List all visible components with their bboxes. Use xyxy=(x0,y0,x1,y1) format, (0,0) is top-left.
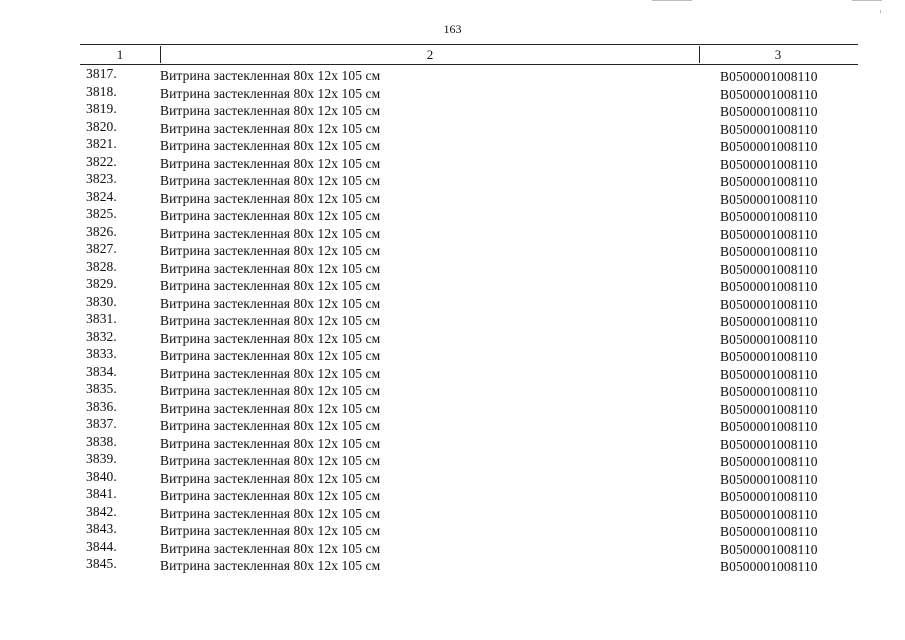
item-name: Витрина застекленная 80х 12х 105 см xyxy=(160,435,381,451)
row-number: 3824. xyxy=(86,188,117,204)
row-number: 3840. xyxy=(86,468,117,484)
scan-mark-top-right xyxy=(652,0,692,1)
row-number: 3819. xyxy=(86,101,117,116)
item-name: Витрина застекленная 80х 12х 105 см xyxy=(160,243,381,258)
item-name: Витрина застекленная 80х 12х 105 см xyxy=(160,155,381,171)
row-number: 3822. xyxy=(86,153,117,169)
item-name: Витрина застекленная 80х 12х 105 см xyxy=(160,225,381,241)
inventory-code: B0500001008110 xyxy=(720,261,818,277)
inventory-table xyxy=(80,44,858,573)
inventory-code: B0500001008110 xyxy=(720,331,818,347)
table-row xyxy=(80,398,858,416)
table-row xyxy=(80,275,858,293)
table-row xyxy=(80,65,858,83)
item-name: Витрина застекленная 80х 12х 105 см xyxy=(160,523,381,538)
table-row xyxy=(80,450,858,468)
item-name: Витрина застекленная 80х 12х 105 см xyxy=(160,313,381,328)
item-name: Витрина застекленная 80х 12х 105 см xyxy=(160,260,381,276)
inventory-code: B0500001008110 xyxy=(720,454,818,469)
inventory-code: B0500001008110 xyxy=(720,139,818,154)
item-name: Витрина застекленная 80х 12х 105 см xyxy=(160,173,381,188)
inventory-code: B0500001008110 xyxy=(720,559,818,574)
page-number: 163 xyxy=(443,22,462,36)
table-header xyxy=(80,44,858,65)
row-number: 3823. xyxy=(86,171,117,186)
table-row xyxy=(80,83,858,101)
inventory-code: B0500001008110 xyxy=(720,244,818,259)
table-row xyxy=(80,258,858,276)
item-name: Витрина застекленная 80х 12х 105 см xyxy=(160,365,381,381)
table-row xyxy=(80,328,858,346)
inventory-code: B0500001008110 xyxy=(720,174,818,189)
row-number: 3833. xyxy=(86,346,117,361)
table-row xyxy=(80,468,858,486)
row-number: 3820. xyxy=(86,118,117,134)
inventory-code: B0500001008110 xyxy=(720,419,818,434)
row-number: 3839. xyxy=(86,451,117,466)
inventory-code: B0500001008110 xyxy=(720,296,818,312)
item-name: Витрина застекленная 80х 12х 105 см xyxy=(160,348,381,363)
row-number: 3830. xyxy=(86,293,117,309)
item-name: Витрина застекленная 80х 12х 105 см xyxy=(160,383,381,398)
item-name: Витрина застекленная 80х 12х 105 см xyxy=(160,85,381,101)
row-number: 3831. xyxy=(86,311,117,326)
row-number: 3838. xyxy=(86,433,117,449)
row-number: 3841. xyxy=(86,486,117,501)
table-row xyxy=(80,433,858,451)
row-number: 3845. xyxy=(86,556,117,571)
table-row xyxy=(80,538,858,556)
item-name: Витрина застекленная 80х 12х 105 см xyxy=(160,505,381,521)
row-number: 3825. xyxy=(86,206,117,221)
table-row xyxy=(80,240,858,258)
item-name: Витрина застекленная 80х 12х 105 см xyxy=(160,418,381,433)
inventory-code: B0500001008110 xyxy=(720,69,818,84)
inventory-code: B0500001008110 xyxy=(720,349,818,364)
row-number: 3826. xyxy=(86,223,117,239)
item-name: Витрина застекленная 80х 12х 105 см xyxy=(160,558,381,573)
table-body xyxy=(80,65,858,573)
inventory-code: B0500001008110 xyxy=(720,156,818,172)
table-row xyxy=(80,153,858,171)
row-number: 3834. xyxy=(86,363,117,379)
header-col-2: 2 xyxy=(160,46,700,63)
row-number: 3829. xyxy=(86,276,117,291)
row-number: 3843. xyxy=(86,521,117,536)
inventory-code: B0500001008110 xyxy=(720,86,818,102)
item-name: Витрина застекленная 80х 12х 105 см xyxy=(160,208,381,223)
table-row xyxy=(80,363,858,381)
row-number: 3828. xyxy=(86,258,117,274)
item-name: Витрина застекленная 80х 12х 105 см xyxy=(160,540,381,556)
row-number: 3817. xyxy=(86,66,117,81)
header-col-3: 3 xyxy=(774,47,782,62)
inventory-code: B0500001008110 xyxy=(720,209,818,224)
row-number: 3837. xyxy=(86,416,117,431)
item-name: Витрина застекленная 80х 12х 105 см xyxy=(160,330,381,346)
item-name: Витрина застекленная 80х 12х 105 см xyxy=(160,68,381,83)
item-name: Витрина застекленная 80х 12х 105 см xyxy=(160,295,381,311)
item-name: Витрина застекленная 80х 12х 105 см xyxy=(160,278,381,293)
inventory-code: B0500001008110 xyxy=(720,384,818,399)
row-number: 3827. xyxy=(86,241,117,256)
inventory-code: B0500001008110 xyxy=(720,121,818,137)
table-row xyxy=(80,188,858,206)
table-row xyxy=(80,380,858,398)
inventory-code: B0500001008110 xyxy=(720,401,818,417)
inventory-code: B0500001008110 xyxy=(720,314,818,329)
item-name: Витрина застекленная 80х 12х 105 см xyxy=(160,400,381,416)
inventory-code: B0500001008110 xyxy=(720,524,818,539)
item-name: Витрина застекленная 80х 12х 105 см xyxy=(160,488,381,503)
item-name: Витрина застекленная 80х 12х 105 см xyxy=(160,138,381,153)
table-row xyxy=(80,520,858,538)
row-number: 3821. xyxy=(86,136,117,151)
row-number: 3818. xyxy=(86,83,117,99)
item-name: Витрина застекленная 80х 12х 105 см xyxy=(160,120,381,136)
inventory-code: B0500001008110 xyxy=(720,366,818,382)
table-row xyxy=(80,135,858,153)
header-col-1: 1 xyxy=(116,47,124,62)
inventory-code: B0500001008110 xyxy=(720,104,818,119)
table-row xyxy=(80,345,858,363)
inventory-code: B0500001008110 xyxy=(720,541,818,557)
inventory-code: B0500001008110 xyxy=(720,191,818,207)
scan-mark-top-right-2 xyxy=(852,0,882,1)
table-row xyxy=(80,503,858,521)
inventory-code: B0500001008110 xyxy=(720,436,818,452)
row-number: 3836. xyxy=(86,398,117,414)
item-name: Витрина застекленная 80х 12х 105 см xyxy=(160,470,381,486)
scan-mark-right-edge xyxy=(880,10,881,13)
table-row xyxy=(80,555,858,573)
table-row xyxy=(80,205,858,223)
table-row xyxy=(80,310,858,328)
table-row xyxy=(80,118,858,136)
row-number: 3832. xyxy=(86,328,117,344)
item-name: Витрина застекленная 80х 12х 105 см xyxy=(160,190,381,206)
inventory-code: B0500001008110 xyxy=(720,471,818,487)
inventory-code: B0500001008110 xyxy=(720,506,818,522)
item-name: Витрина застекленная 80х 12х 105 см xyxy=(160,103,381,118)
inventory-code: B0500001008110 xyxy=(720,279,818,294)
inventory-code: B0500001008110 xyxy=(720,489,818,504)
row-number: 3842. xyxy=(86,503,117,519)
inventory-code: B0500001008110 xyxy=(720,226,818,242)
table-row xyxy=(80,223,858,241)
table-row xyxy=(80,170,858,188)
table-row xyxy=(80,293,858,311)
table-row xyxy=(80,415,858,433)
item-name: Витрина застекленная 80х 12х 105 см xyxy=(160,453,381,468)
table-row xyxy=(80,100,858,118)
table-row xyxy=(80,485,858,503)
row-number: 3835. xyxy=(86,381,117,396)
row-number: 3844. xyxy=(86,538,117,554)
